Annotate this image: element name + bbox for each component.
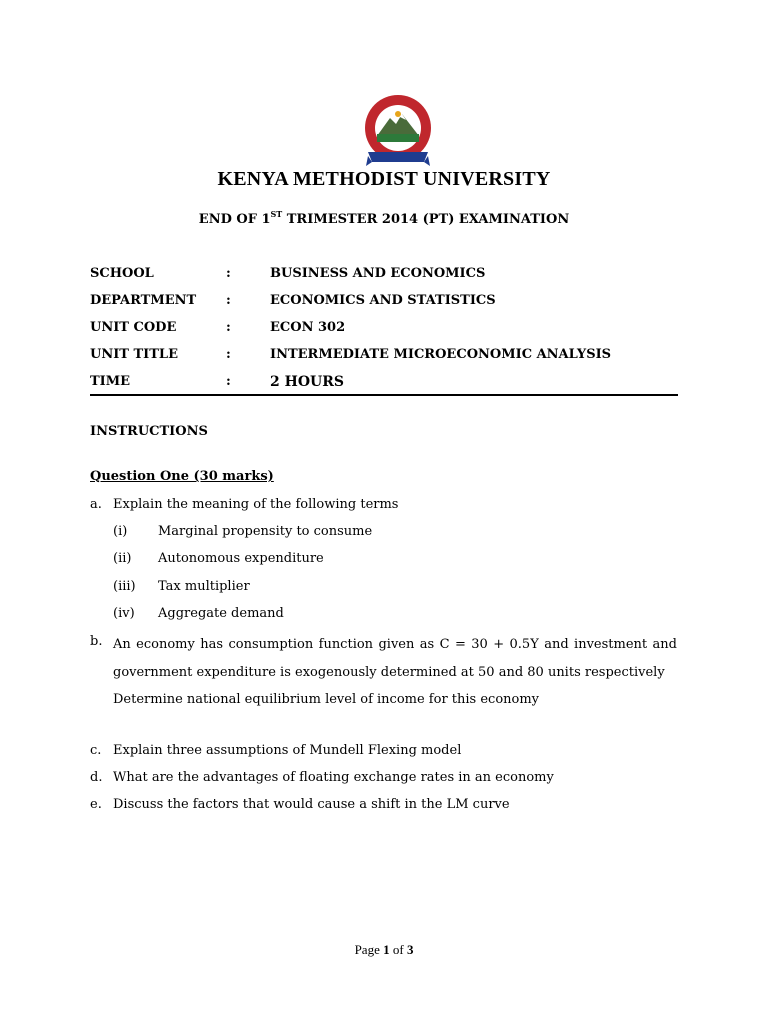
question-d-text: What are the advantages of floating exchange rates in an economy bbox=[113, 770, 554, 785]
question-c-text: Explain three assumptions of Mundell Flexing model bbox=[113, 743, 462, 758]
page-of: of bbox=[389, 942, 407, 957]
info-label: TIME bbox=[90, 374, 131, 389]
question-a-text: Explain the meaning of the following terms bbox=[113, 497, 399, 512]
info-label: DEPARTMENT bbox=[90, 293, 197, 308]
question-e-letter: e. bbox=[90, 797, 102, 812]
sub-item-text: Aggregate demand bbox=[158, 606, 284, 621]
current-page: 1 bbox=[383, 942, 390, 957]
info-value: BUSINESS AND ECONOMICS bbox=[270, 266, 486, 281]
question-e-text: Discuss the factors that would cause a shift in the LM curve bbox=[113, 797, 510, 812]
exam-title-prefix: END OF 1 bbox=[198, 212, 271, 227]
sub-item-number: (i) bbox=[113, 524, 128, 539]
info-colon: : bbox=[226, 374, 231, 389]
exam-title-superscript: ST bbox=[270, 209, 283, 219]
header-divider bbox=[90, 394, 678, 396]
info-label: SCHOOL bbox=[90, 266, 154, 281]
university-logo bbox=[362, 92, 434, 170]
page-number bbox=[0, 942, 768, 958]
sub-item-text: Marginal propensity to consume bbox=[158, 524, 373, 539]
info-colon: : bbox=[226, 293, 231, 308]
exam-title-suffix: TRIMESTER 2014 (PT) EXAMINATION bbox=[282, 212, 570, 227]
total-pages: 3 bbox=[406, 942, 414, 957]
page-prefix: Page bbox=[354, 942, 384, 957]
sub-item-text: Autonomous expenditure bbox=[158, 551, 324, 566]
info-colon: : bbox=[226, 320, 231, 335]
question-b-followup: Determine national equilibrium level of income for this economy bbox=[113, 692, 540, 707]
info-label: UNIT TITLE bbox=[90, 347, 178, 362]
university-title: KENYA METHODIST UNIVERSITY bbox=[217, 168, 551, 190]
question-b-block bbox=[113, 631, 677, 714]
info-colon: : bbox=[226, 347, 231, 362]
sub-item-text: Tax multiplier bbox=[158, 579, 250, 594]
instructions-heading: INSTRUCTIONS bbox=[90, 424, 208, 439]
info-value: INTERMEDIATE MICROECONOMIC ANALYSIS bbox=[270, 347, 612, 362]
question-b-letter: b. bbox=[90, 634, 103, 649]
sub-item-number: (iv) bbox=[113, 606, 135, 621]
question-c-letter: c. bbox=[90, 743, 102, 758]
exam-title bbox=[0, 209, 768, 227]
info-value: ECONOMICS AND STATISTICS bbox=[270, 293, 496, 308]
info-colon: : bbox=[226, 266, 231, 281]
question-one-heading: Question One (30 marks) bbox=[90, 469, 274, 484]
question-b-text: An economy has consumption function given as C = 30 + 0.5Y and investment and government expenditure is exogenously determined at 50 and 80 units respectively bbox=[113, 637, 677, 680]
question-d-letter: d. bbox=[90, 770, 103, 785]
info-value: 2 HOURS bbox=[270, 374, 344, 390]
sub-item-number: (iii) bbox=[113, 579, 136, 594]
question-a-letter: a. bbox=[90, 497, 102, 512]
info-label: UNIT CODE bbox=[90, 320, 177, 335]
sub-item-number: (ii) bbox=[113, 551, 132, 566]
info-value: ECON 302 bbox=[270, 320, 346, 335]
